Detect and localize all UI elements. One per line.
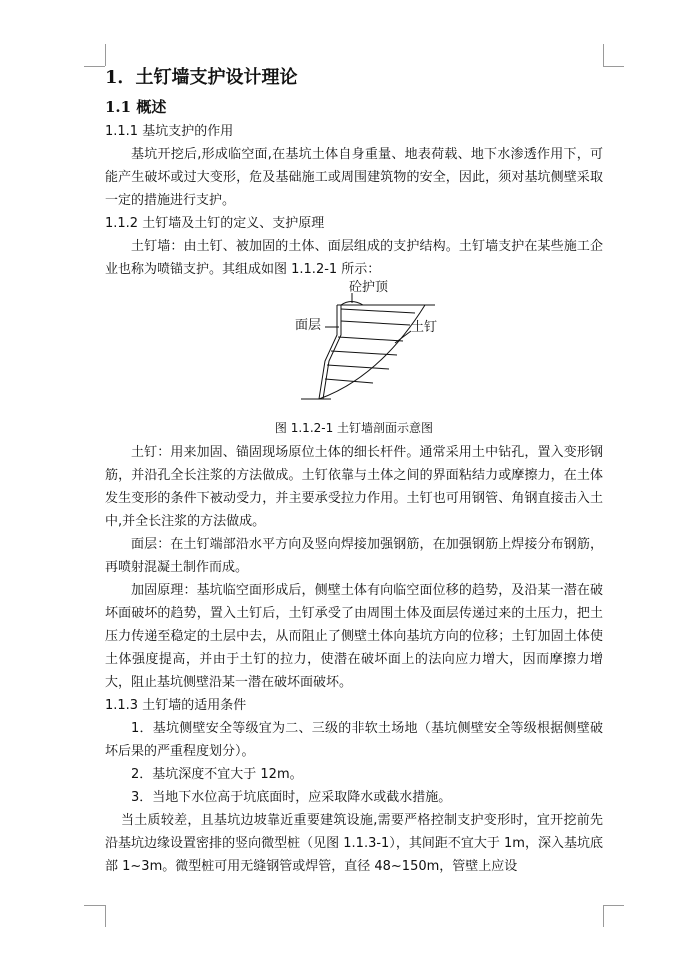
label-cap: 砼护顶 [349, 280, 389, 295]
section-title: 1．土钉墙支护设计理论 [105, 67, 298, 88]
heading-support-function: 1.1.1 基坑支护的作用 [105, 124, 234, 139]
nail-2 [341, 321, 410, 325]
soil-nail-diagram [105, 280, 603, 417]
facing-inner-line [323, 305, 341, 399]
list-item-2: 2．基坑深度不宜大于 12m。 [131, 767, 303, 782]
crop-mark-top-left-v [105, 44, 106, 66]
figure-caption: 图 1.1.2-1 土钉墙剖面示意图 [274, 421, 434, 435]
crop-mark-top-left-h [84, 66, 105, 67]
nail-6 [325, 379, 373, 383]
facing-line [319, 305, 337, 399]
paragraph-support-function: 基坑开挖后,形成临空面,在基坑土体自身重量、地表荷载、地下水渗透作用下，可能产生破坏或过大变形，危及基础施工或周围建筑物的安全，因此，须对基坑侧壁采取一定的措施进行支护。 [105, 147, 603, 208]
list-item-3: 3．当地下水位高于坑底面时，应采取降水或截水措施。 [131, 790, 452, 805]
heading-definition: 1.1.2 土钉墙及土钉的定义、支护原理 [105, 216, 325, 231]
slip-surface-line [319, 305, 425, 399]
crop-mark-bottom-left-v [105, 905, 106, 927]
crop-mark-top-right-v [603, 44, 604, 66]
paragraph-facing-definition: 面层：在土钉端部沿水平方向及竖向焊接加强钢筋，在加强钢筋上焊接分布钢筋，再喷射混凝土制作而成。 [105, 537, 603, 575]
label-nail: 土钉 [411, 320, 438, 335]
paragraph-soil-nail-wall: 土钉墙：由土钉、被加固的土体、面层组成的支护结构。土钉墙支护在某些施工企业也称为喷锚支护。其组成如图 1.1.2-1 所示： [105, 239, 603, 277]
paragraph-reinforcement-principle: 加固原理：基坑临空面形成后，侧壁土体有向临空面位移的趋势，及沿某一潜在破坏面破坏的趋势，置入土钉后，土钉承受了由周围土体及面层传递过来的土压力，把土压力传递至稳定的土层中去，从而阻止了侧壁土体向基坑方向的位移；土钉加固土体使土体强度提高，并由于土钉的拉力，使潜在破坏面上的法向应力增大，因而摩擦力增大，阻止基坑侧壁沿某一潜在破坏面破坏。 [105, 583, 603, 690]
label-facing: 面层 [295, 318, 322, 333]
figure-soil-nail-section [105, 280, 603, 417]
crop-mark-bottom-right-v [603, 905, 604, 927]
list-item-1: 1．基坑侧壁安全等级宜为二、三级的非软土场地（基坑侧壁安全等级根据侧壁破坏后果的严重程度划分）。 [105, 721, 603, 759]
nail-3 [338, 337, 403, 341]
paragraph-micropile: 当土质较差，且基坑边坡靠近重要建筑设施,需要严格控制支护变形时，宜开挖前先沿基坑边缘设置密排的竖向微型桩（见图 1.1.3-1），其间距不宜大于 1m，深入基坑底部 1~3m。微型桩可用无缝钢管或焊管，直径 48~150m，管壁上应设 [105, 813, 603, 874]
heading-overview: 1.1 概述 [105, 98, 167, 116]
nail-5 [327, 365, 389, 369]
document-page [105, 66, 603, 878]
crop-mark-bottom-left-h [84, 905, 105, 906]
crop-mark-bottom-right-h [603, 905, 624, 906]
nail-1 [341, 309, 415, 313]
heading-applicability: 1.1.3 土钉墙的适用条件 [105, 698, 247, 713]
paragraph-soil-nail-definition: 土钉：用来加固、锚固现场原位土体的细长杆件。通常采用土中钻孔，置入变形钢筋，并沿孔全长注浆的方法做成。土钉依靠与土体之间的界面粘结力或摩擦力，在土体发生变形的条件下被动受力，并主要承受拉力作用。土钉也可用钢管、角钢直接击入土中,并全长注浆的方法做成。 [105, 445, 603, 529]
leader-nail [395, 331, 411, 343]
crop-mark-top-right-h [603, 66, 624, 67]
